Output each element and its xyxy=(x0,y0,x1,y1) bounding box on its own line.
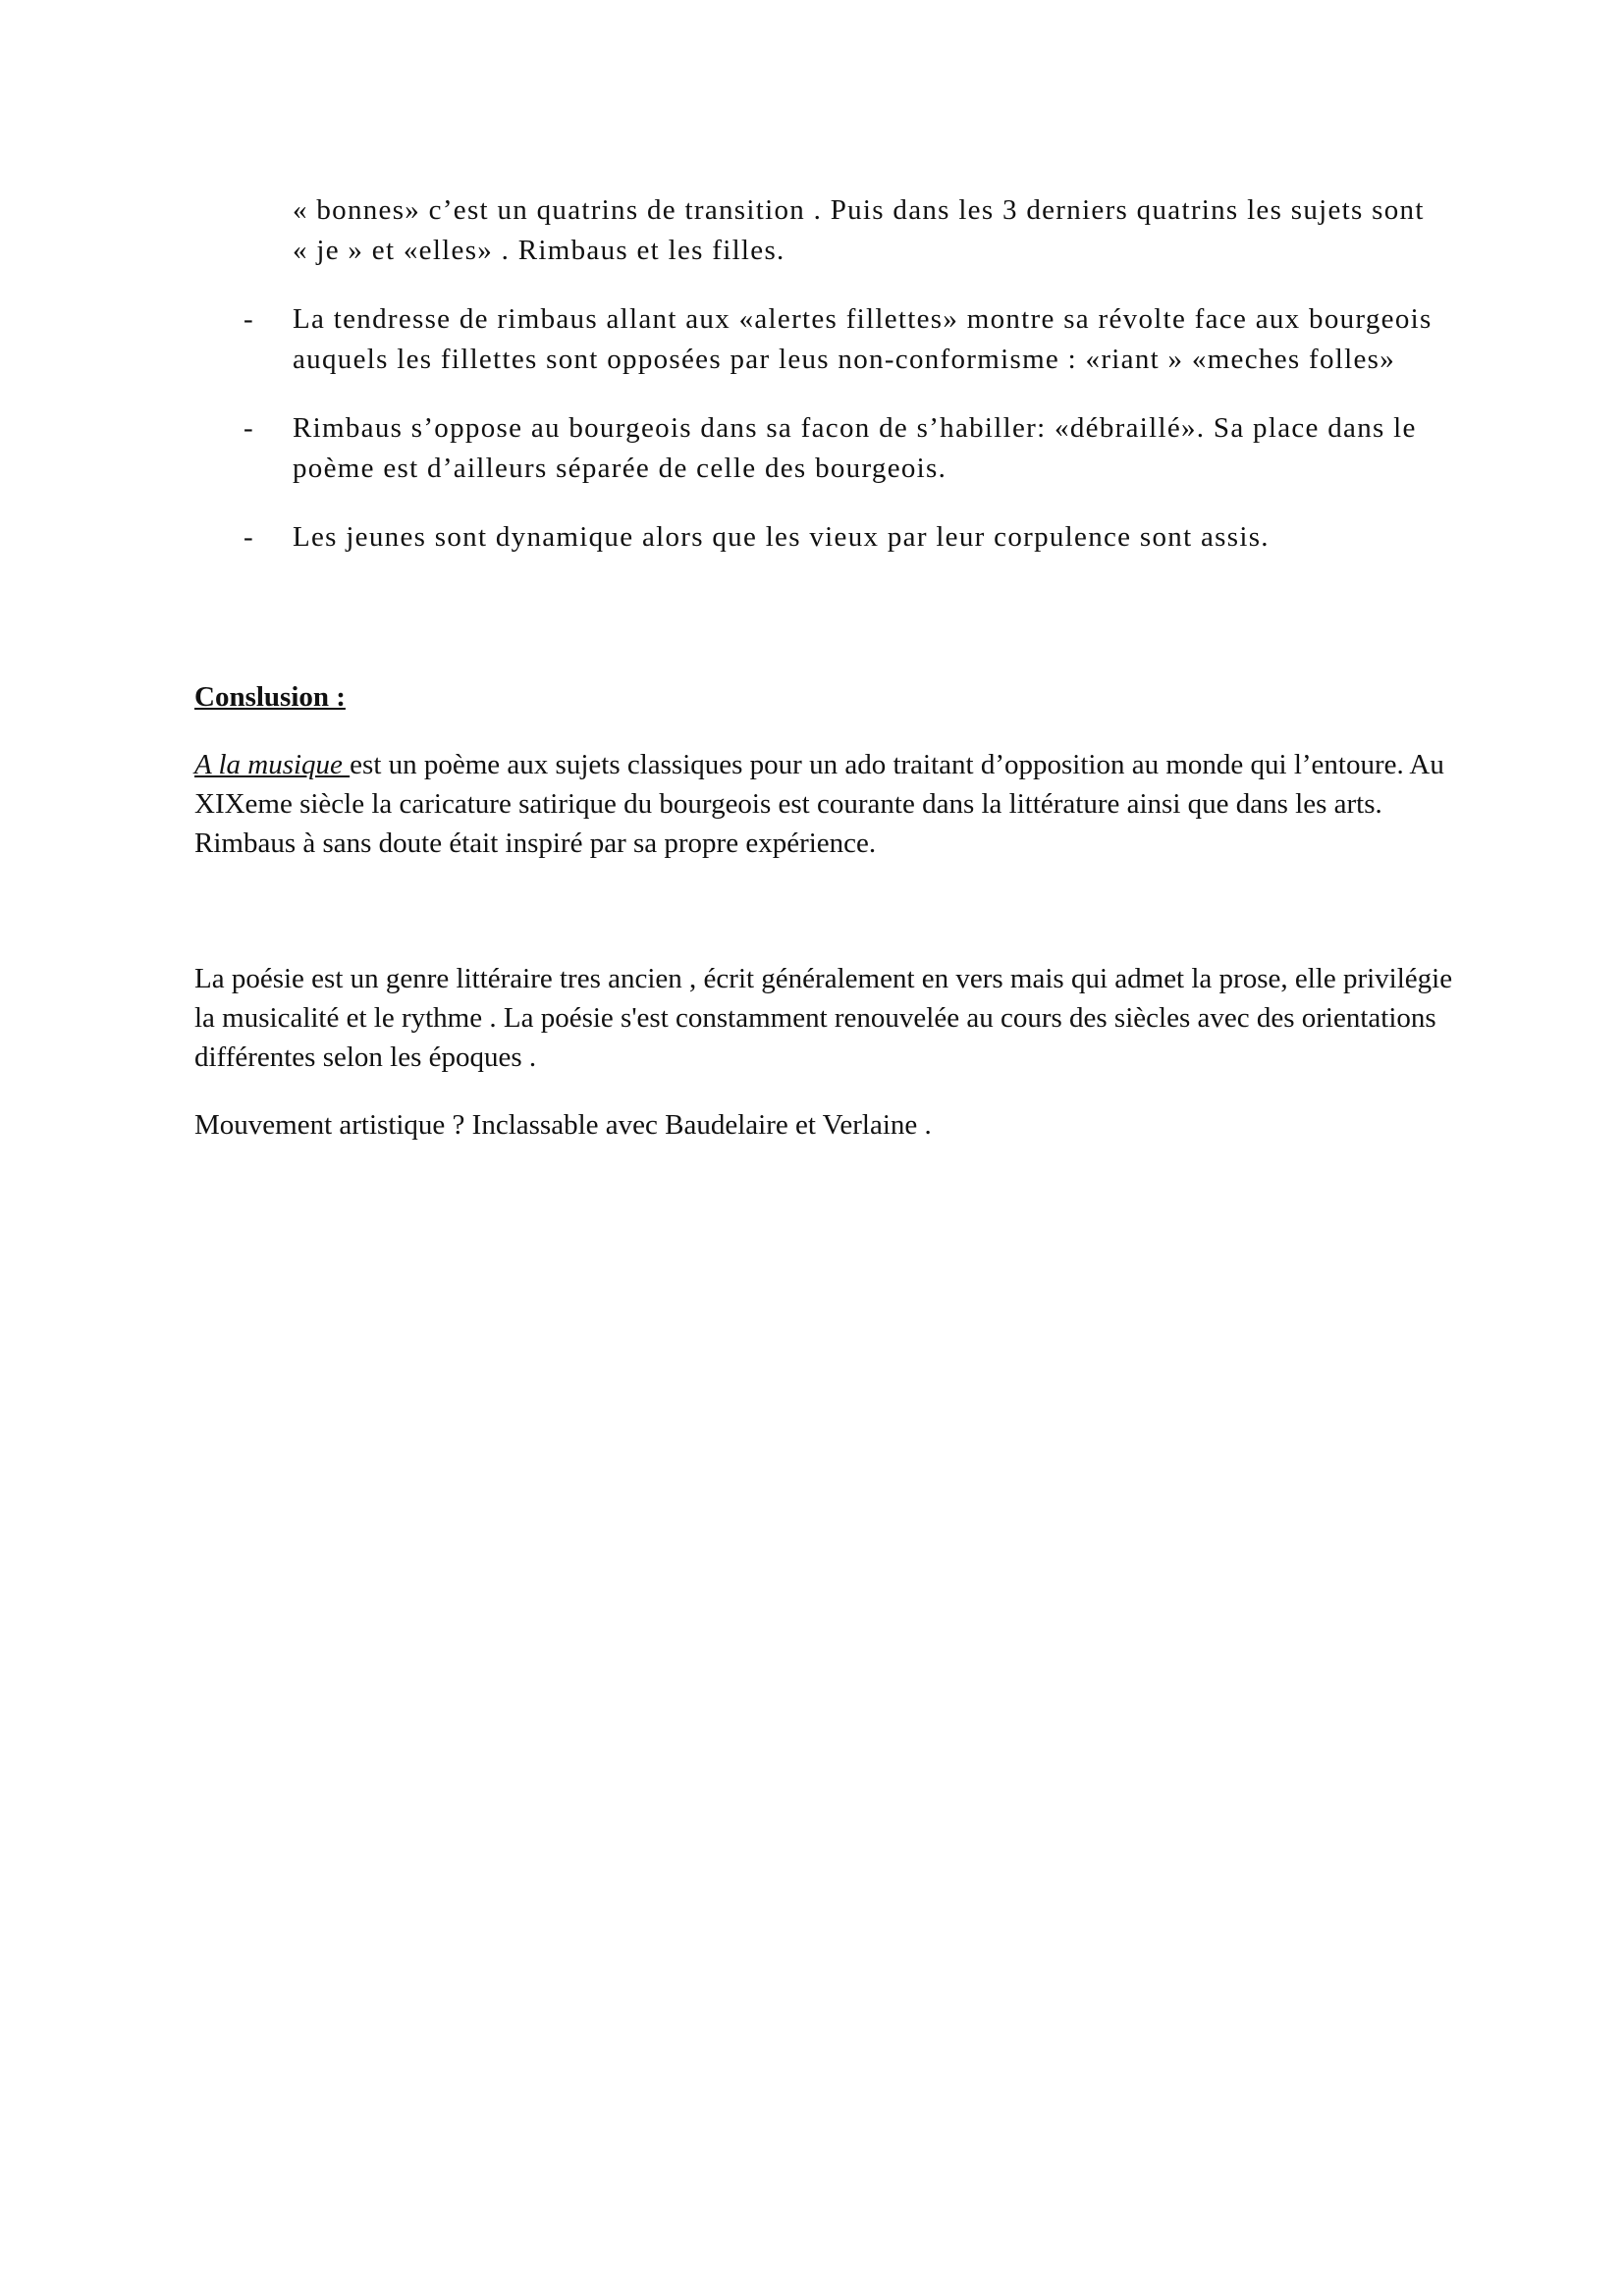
bullet-line: Rimbaus s’oppose au bourgeois dans sa facon de s’habiller: «débraillé». Sa place dans le xyxy=(293,412,1417,444)
bullet-continuation xyxy=(293,190,1481,271)
continuation-line-1: « bonnes» c’est un quatrins de transition . Puis dans les 3 derniers quatrins les sujets sont xyxy=(293,194,1425,226)
bullet-list xyxy=(243,190,1481,586)
conclusion-text: est un poème aux sujets classiques pour un ado traitant d’opposition au monde qui l’entoure. Au XIXeme siècle la caricature satirique du bourgeois est courante dans la littérature ainsi que dans les arts. Rimbaus à sans doute était inspiré par sa propre expérience. xyxy=(194,749,1444,859)
bullet-dash: - xyxy=(243,303,254,335)
poem-title-reference: A la musique xyxy=(194,749,351,780)
poesie-paragraph: La poésie est un genre littéraire tres ancien , écrit généralement en vers mais qui admet la prose, elle privilégie la musicalité et le rythme . La poésie s'est constamment renouvelée au cours des siècles avec des orientations différentes selon les époques . xyxy=(194,963,1453,1073)
bullet-item-tendresse xyxy=(243,299,1481,380)
bullet-item-oppose xyxy=(243,408,1481,489)
bullet-line: poème est d’ailleurs séparée de celle des bourgeois. xyxy=(293,453,947,484)
bullet-dash: - xyxy=(243,521,254,553)
mouvement-paragraph: Mouvement artistique ? Inclassable avec Baudelaire et Verlaine . xyxy=(194,1109,932,1141)
bullet-line: Les jeunes sont dynamique alors que les vieux par leur corpulence sont assis. xyxy=(293,521,1270,553)
bullet-line: La tendresse de rimbaus allant aux «alertes fillettes» montre sa révolte face aux bourgeois xyxy=(293,303,1433,335)
conclusion-heading: Conslusion : xyxy=(194,681,346,713)
bullet-line: auquels les fillettes sont opposées par leus non-conformisme : «riant » «meches folles» xyxy=(293,344,1396,375)
continuation-line-2: « je » et «elles» . Rimbaus et les filles. xyxy=(293,235,785,266)
conclusion-paragraph xyxy=(194,745,1471,863)
bullet-dash: - xyxy=(243,412,254,444)
bullet-item-jeunes xyxy=(243,517,1481,558)
